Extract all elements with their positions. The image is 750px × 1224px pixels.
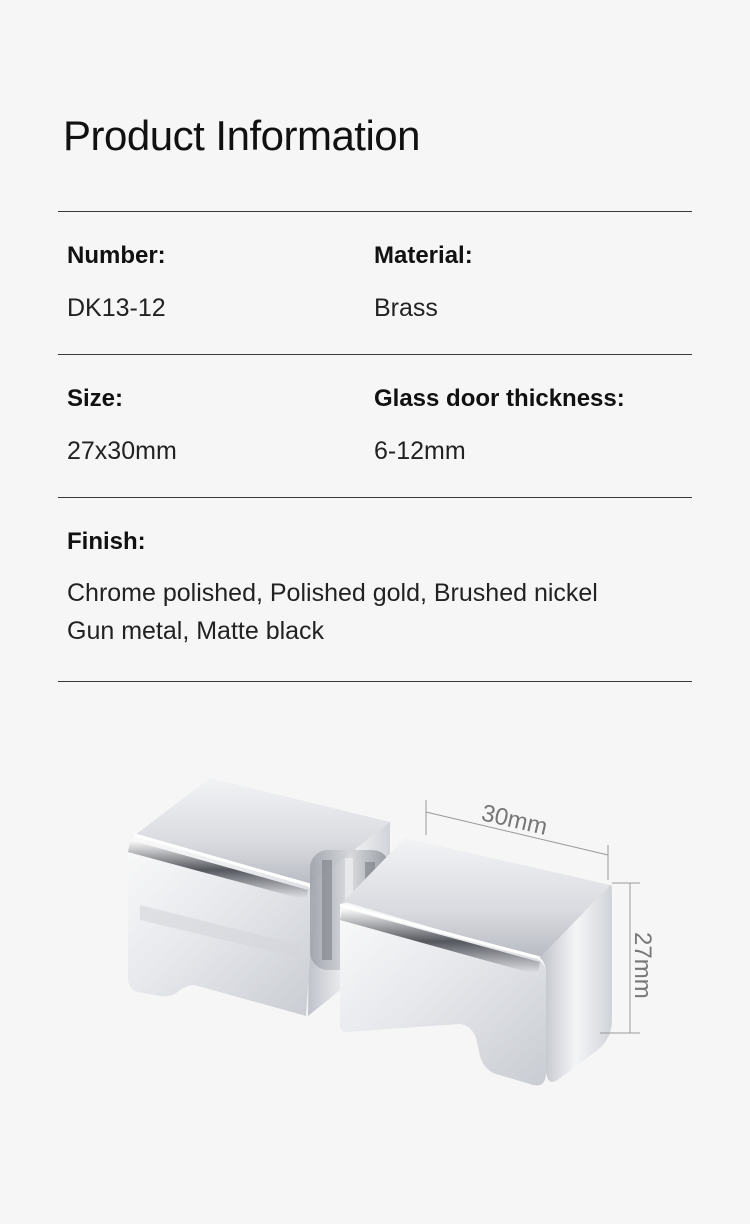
material-value: Brass [374,294,438,322]
size-label: Size: [67,385,124,412]
divider [58,354,692,355]
door-knob-product-image [0,700,750,1160]
right-knob [340,838,612,1086]
height-dimension-label: 27mm [629,932,656,999]
divider [58,497,692,498]
material-label: Material: [374,242,473,269]
number-value: DK13-12 [67,294,166,322]
page-title: Product Information [63,112,421,159]
glass-thickness-label: Glass door thickness: [374,385,625,412]
finish-value-line2: Gun metal, Matte black [67,617,325,645]
divider [58,681,692,682]
glass-thickness-value: 6-12mm [374,437,466,465]
finish-label: Finish: [67,528,146,555]
divider [58,211,692,212]
width-dimension-label: 30mm [478,799,550,841]
size-value: 27x30mm [67,437,177,465]
number-label: Number: [67,242,166,269]
finish-value-line1: Chrome polished, Polished gold, Brushed nickel [67,579,598,607]
